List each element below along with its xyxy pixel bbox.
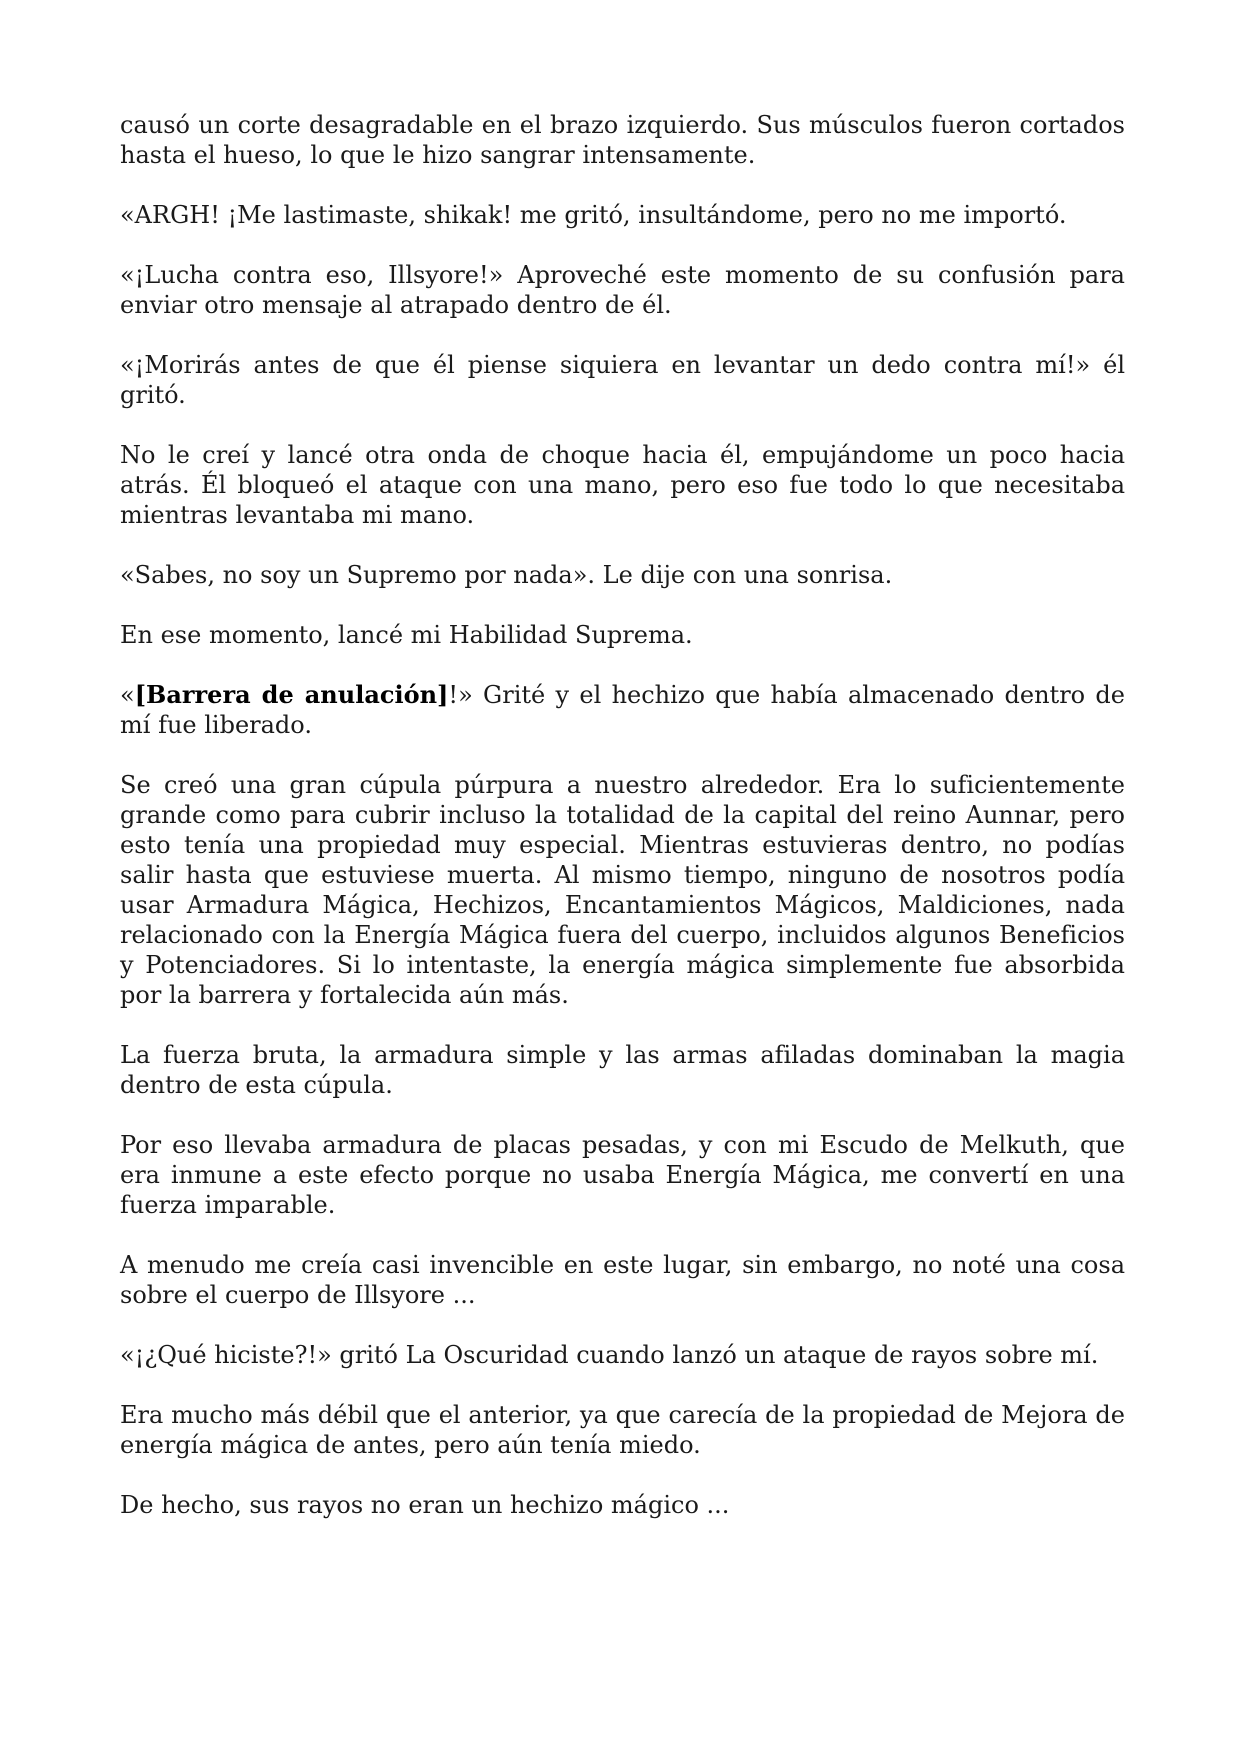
paragraph-14: Era mucho más débil que el anterior, ya que carecía de la propiedad de Mejora de energía mágica de antes, pero aún tenía miedo. <box>120 1401 1125 1459</box>
spell-name: [Barrera de anulación] <box>134 680 449 709</box>
paragraph-9: Se creó una gran cúpula púrpura a nuestro alrededor. Era lo suficientemente grande como para cubrir incluso la totalidad de la capital del reino Aunnar, pero esto tenía una propiedad muy especial. Mientras estuvieras dentro, no podías salir hasta que estuviese muerta. Al mismo tiempo, ninguno de nosotros podía usar Armadura Mágica, Hechizos, Encantamientos Mágicos, Maldiciones, nada relacionado con la Energía Mágica fuera del cuerpo, incluidos algunos Beneficios y Potenciadores. Si lo intentaste, la energía mágica simplemente fue absorbida por la barrera y fortalecida aún más. <box>120 771 1125 1009</box>
paragraph-2: «ARGH! ¡Me lastimaste, shikak! me gritó, insultándome, pero no me importó. <box>120 201 1067 229</box>
paragraph-11: Por eso llevaba armadura de placas pesadas, y con mi Escudo de Melkuth, que era inmune a este efecto porque no usaba Energía Mágica, me convertí en una fuerza imparable. <box>120 1131 1125 1219</box>
document-page <box>120 110 1125 1520</box>
paragraph-3: «¡Lucha contra eso, Illsyore!» Aproveché este momento de su confusión para enviar otro mensaje al atrapado dentro de él. <box>120 261 1125 319</box>
paragraph-spell <box>120 680 1125 740</box>
paragraph-6: «Sabes, no soy un Supremo por nada». Le dije con una sonrisa. <box>120 561 893 589</box>
spell-quote-open: « <box>120 681 135 709</box>
paragraph-4: «¡Morirás antes de que él piense siquiera en levantar un dedo contra mí!» él gritó. <box>120 351 1125 409</box>
paragraph-10: La fuerza bruta, la armadura simple y las armas afiladas dominaban la magia dentro de esta cúpula. <box>120 1041 1125 1099</box>
paragraph-1: causó un corte desagradable en el brazo izquierdo. Sus músculos fueron cortados hasta el hueso, lo que le hizo sangrar intensamente. <box>120 111 1125 169</box>
paragraph-5: No le creí y lancé otra onda de choque hacia él, empujándome un poco hacia atrás. Él bloqueó el ataque con una mano, pero eso fue todo lo que necesitaba mientras levantaba mi mano. <box>120 441 1125 529</box>
paragraph-15: De hecho, sus rayos no eran un hechizo mágico ... <box>120 1491 730 1519</box>
paragraph-12: A menudo me creía casi invencible en este lugar, sin embargo, no noté una cosa sobre el cuerpo de Illsyore ... <box>120 1251 1125 1309</box>
spell-paragraph-rest: !» Grité y el hechizo que había almacenado dentro de mí fue liberado. <box>120 681 1125 739</box>
paragraph-13: «¡¿Qué hiciste?!» gritó La Oscuridad cuando lanzó un ataque de rayos sobre mí. <box>120 1341 1099 1369</box>
paragraph-7: En ese momento, lancé mi Habilidad Suprema. <box>120 621 693 649</box>
